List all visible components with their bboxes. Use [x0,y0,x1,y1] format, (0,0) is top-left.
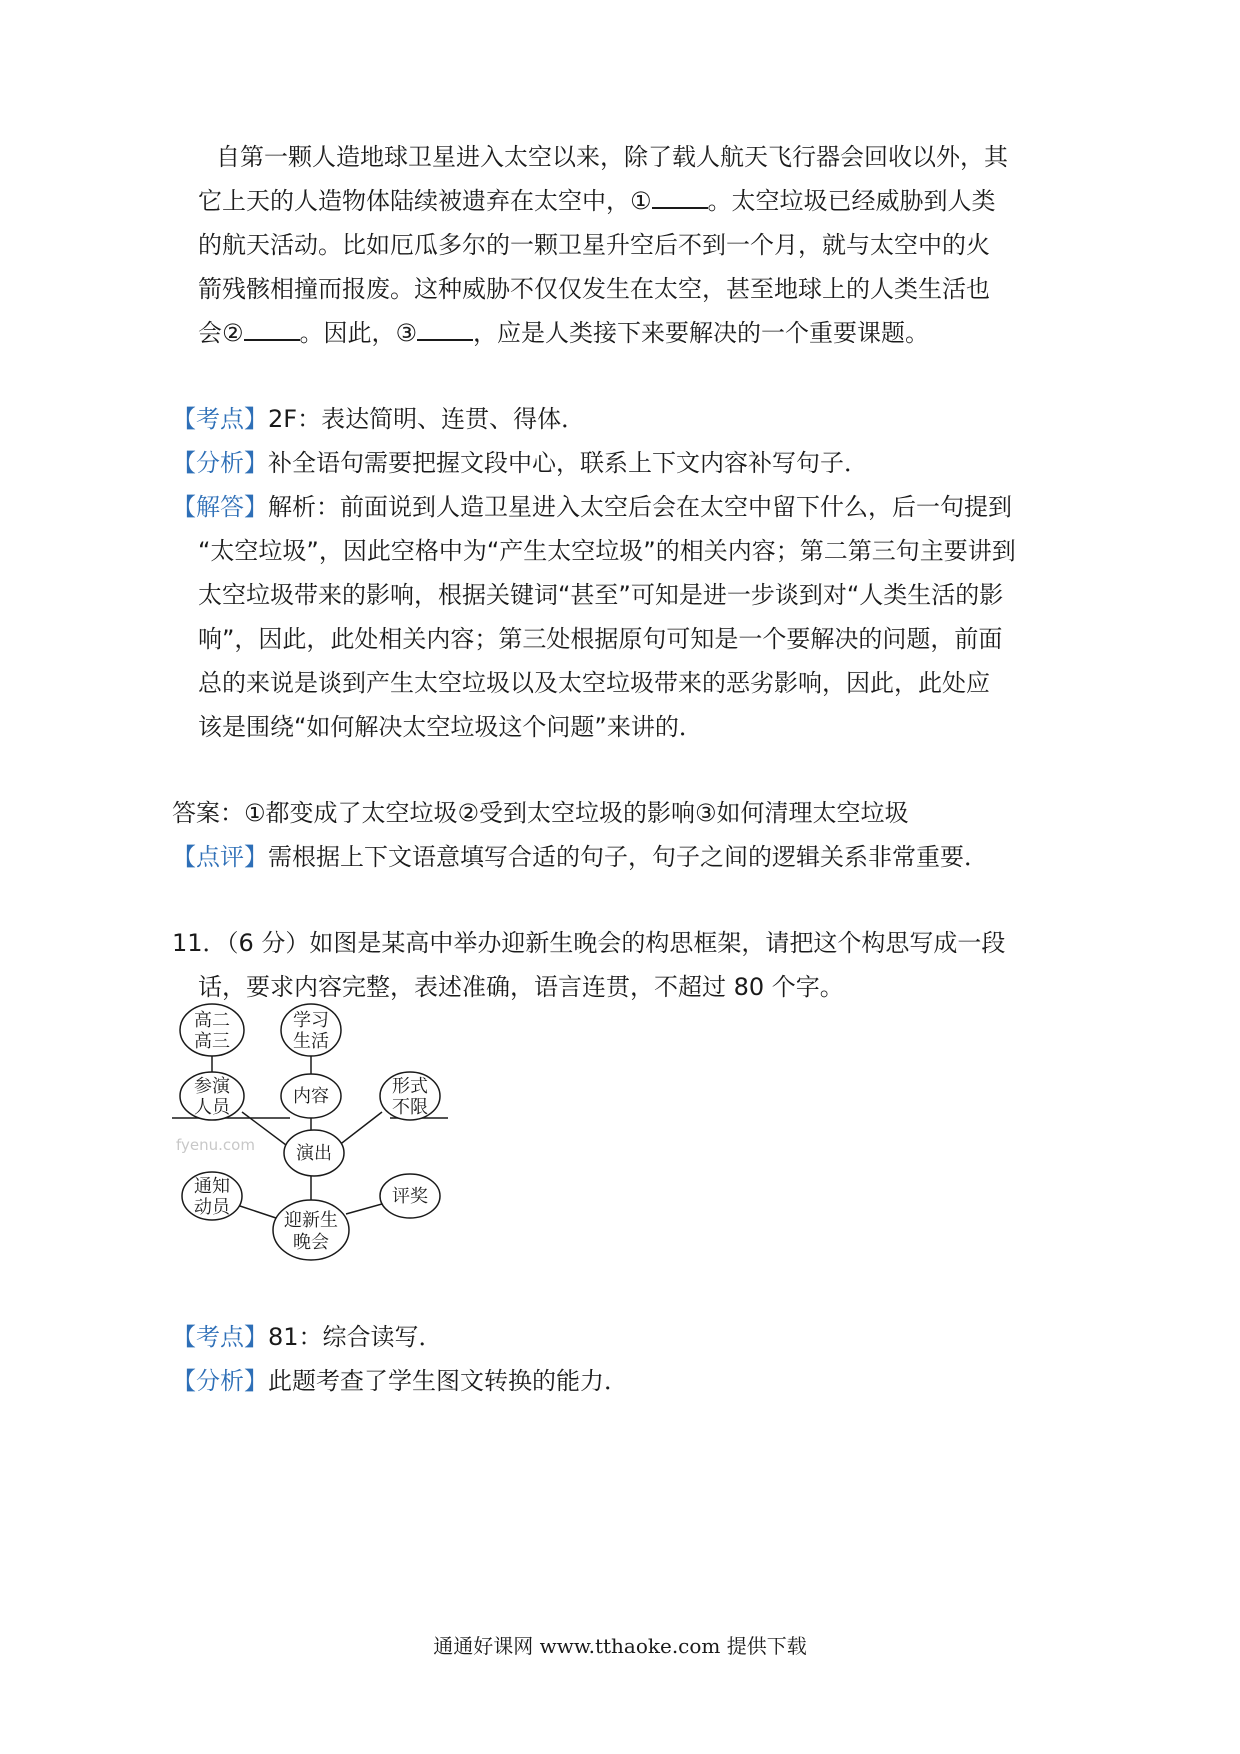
jieda-line-3: 太空垃圾带来的影响，根据关键词“甚至”可知是进一步谈到对“人类生活的影 [198,581,1004,609]
kaodian-text: 2F：表达简明、连贯、得体． [268,405,586,433]
passage-line-5-b: 。因此，③ [299,319,418,347]
label-pingjiang: 评奖 [392,1186,428,1207]
label-buxian: 不限 [392,1097,428,1118]
link-xingshi-yanchu [338,1112,382,1146]
label-canyan: 参演 [194,1076,230,1097]
fenxi-tag: 【分析】 [172,449,268,477]
passage-line-2-rest: 。太空垃圾已经威胁到人类 [707,187,996,215]
label-neirong: 内容 [293,1086,329,1107]
passage-line-3: 的航天活动。比如厄瓜多尔的一颗卫星升空后不到一个月，就与太空中的火 [198,231,990,259]
jieda-line-5: 总的来说是谈到产生太空垃圾以及太空垃圾带来的恶劣影响，因此，此处应 [198,669,990,697]
jieda-line-2: “太空垃圾”，因此空格中为“产生太空垃圾”的相关内容；第二第三句主要讲到 [198,537,1016,565]
label-xuexi: 学习 [293,1010,329,1031]
fenxi-text: 补全语句需要把握文段中心，联系上下文内容补写句子． [268,449,868,477]
jieda-tag: 【解答】 [172,493,268,521]
jieda-line-4: 响”，因此，此处相关内容；第三处根据原句可知是一个要解决的问题，前面 [198,625,1003,653]
diagram-watermark: fyenu.com [176,1136,255,1154]
dianping-tag: 【点评】 [172,843,268,871]
q11-line-1: 11．（6 分）如图是某高中举办迎新生晚会的构思框架，请把这个构思写成一段 [172,929,1006,957]
label-yanchu: 演出 [296,1143,332,1164]
passage-line-2-text: 它上天的人造物体陆续被遗弃在太空中，① [198,187,652,215]
label-yingxinsheng: 迎新生 [284,1210,338,1231]
passage-line-4: 箭残骸相撞而报废。这种威胁不仅仅发生在太空，甚至地球上的人类生活也 [198,275,990,303]
label-gaosan: 高三 [194,1031,230,1052]
jieda-line-6: 该是围绕“如何解决太空垃圾这个问题”来讲的． [198,713,703,741]
kaodian-tag: 【考点】 [172,405,268,433]
dianping-text: 需根据上下文语意填写合适的句子，句子之间的逻辑关系非常重要． [268,843,988,871]
jieda-line-1: 解析：前面说到人造卫星进入太空后会在太空中留下什么，后一句提到 [268,493,1012,521]
label-wanhui: 晚会 [293,1232,329,1253]
passage-line-5-a: 会② [198,319,244,347]
q10-answer: 答案：①都变成了太空垃圾②受到太空垃圾的影响③如何清理太空垃圾 [172,799,909,827]
label-xingshi: 形式 [392,1076,428,1097]
label-gaoer: 高二 [194,1010,230,1031]
passage-line-1: 自第一颗人造地球卫星进入太空以来，除了载人航天飞行器会回收以外，其 [216,143,1008,171]
label-renyuan: 人员 [194,1097,230,1118]
label-dongyuan: 动员 [194,1197,230,1218]
label-tongzhi: 通知 [194,1176,230,1197]
passage-line-5-c: ，应是人类接下来要解决的一个重要课题。 [473,319,930,347]
q11-fenxi-tag: 【分析】 [172,1367,268,1395]
q11-fenxi-text: 此题考查了学生图文转换的能力． [268,1367,628,1395]
page-footer: 通通好课网 www.tthaoke.com 提供下载 [433,1634,807,1658]
link-pingjiang-yingxin [346,1204,382,1214]
q11-kaodian-tag: 【考点】 [172,1323,268,1351]
q11-kaodian-text: 81：综合读写． [268,1323,443,1351]
q11-kaodian [172,1320,443,1354]
q11-fenxi [172,1364,628,1398]
q11-line-2: 话，要求内容完整，表述准确，语言连贯，不超过 80 个字。 [198,973,844,1001]
link-tongzhi-yingxin [234,1204,276,1218]
label-shenghuo: 生活 [293,1031,329,1052]
